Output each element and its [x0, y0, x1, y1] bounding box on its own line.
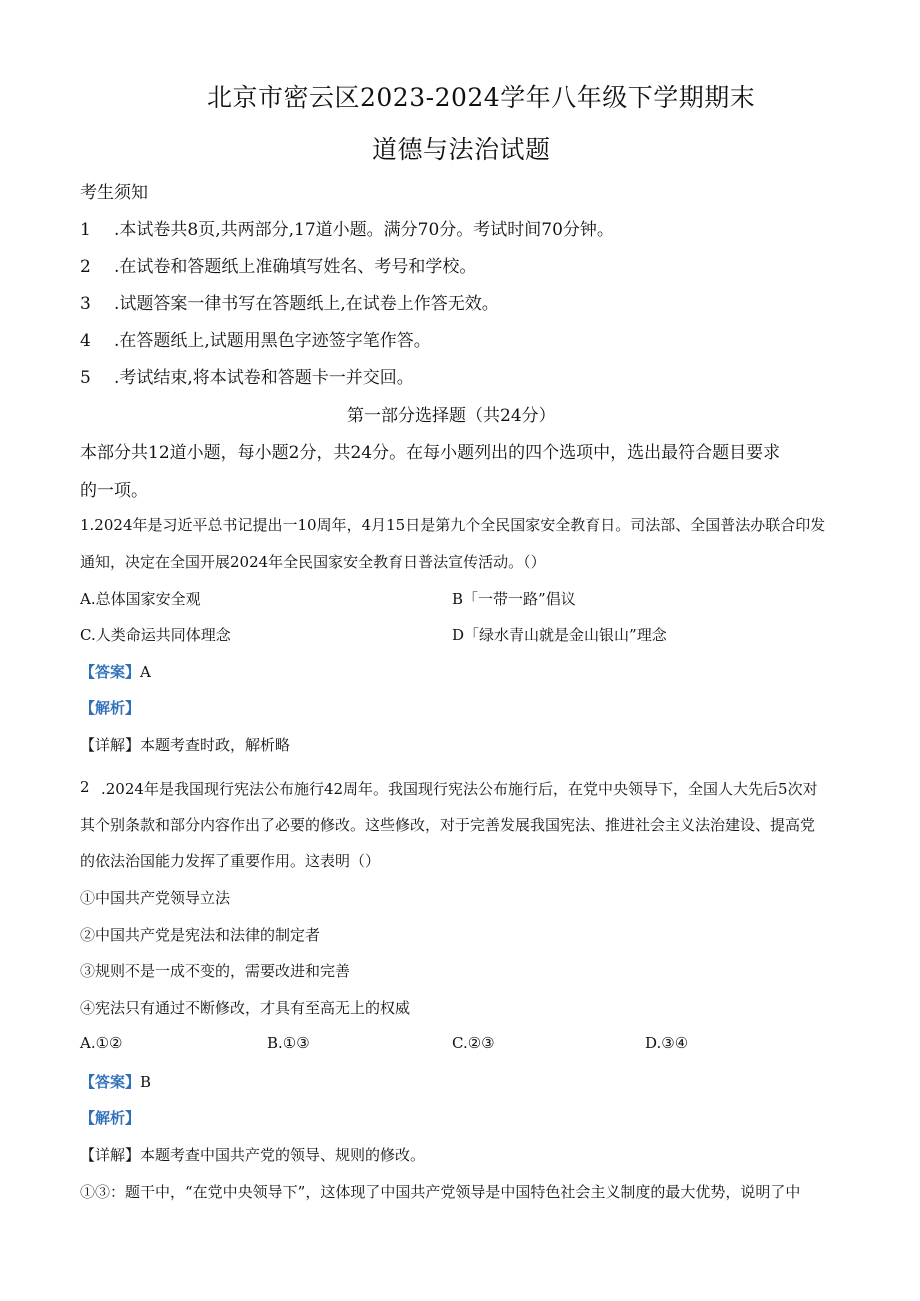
question-2-stem-line: 其个别条款和部分内容作出了必要的修改。这些修改，对于完善发展我国宪法、推进社会主义法治建设、提高党	[80, 816, 816, 834]
notice-item-text: .本试卷共8页,共两部分,17道小题。满分70分。考试时间70分钟。	[114, 220, 614, 240]
answer-value: B	[140, 1073, 152, 1091]
question-1-stem-line: 1.2024年是习近平总书记提出一10周年，4月15日是第九个全民国家安全教育日。司法部、全国普法办联合印发	[80, 516, 826, 534]
question-2-number: 2	[80, 778, 90, 796]
notice-item-text: .在试卷和答题纸上准确填写姓名、考号和学校。	[114, 257, 477, 277]
detail-text: 本题考查中国共产党的领导、规则的修改。	[140, 1146, 426, 1164]
question-2-statement: ①中国共产党领导立法	[80, 889, 231, 907]
section-heading: 第一部分选择题（共24分）	[347, 406, 556, 426]
question-2-statement: ④宪法只有通过不断修改，才具有至高无上的权威	[80, 999, 411, 1017]
notice-item-number: 2	[80, 257, 91, 277]
question-1-answer	[80, 661, 151, 682]
notice-item-number: 1	[80, 220, 91, 240]
answer-value: A	[140, 663, 151, 681]
question-2-option-a: A.①②	[80, 1034, 123, 1052]
detail-label: 【详解】	[80, 736, 141, 754]
notice-item	[80, 326, 431, 351]
notice-item	[80, 363, 414, 388]
question-2-analysis-label: 【解析】	[80, 1109, 141, 1127]
notice-item	[80, 252, 476, 277]
question-1-option-d: D「绿水青山就是金山银山”理念	[452, 626, 667, 644]
page-title: 北京市密云区2023-2024学年八年级下学期期末	[207, 83, 756, 112]
question-2-explanation-line: ①③：题干中，“在党中央领导下”，这体现了中国共产党领导是中国特色社会主义制度的最大优势，说明了中	[80, 1183, 801, 1201]
question-2-option-c: C.②③	[452, 1034, 495, 1052]
notice-item	[80, 215, 614, 240]
question-1-analysis-label: 【解析】	[80, 699, 141, 717]
notice-item-text: .在答题纸上,试题用黑色字迹签字笔作答。	[114, 331, 431, 351]
notice-item-number: 3	[80, 294, 91, 314]
question-2-stem-line: 的依法治国能力发挥了重要作用。这表明（）	[80, 852, 381, 870]
question-2-detail	[80, 1144, 425, 1165]
question-1-option-b: B「一带一路”倡议	[452, 590, 576, 608]
question-1-option-a: A.总体国家安全观	[80, 590, 201, 608]
section-intro-line: 本部分共12道小题，每小题2分，共24分。在每小题列出的四个选项中，选出最符合题目要求	[80, 443, 781, 463]
notice-item-number: 5	[80, 368, 91, 388]
question-1-option-c: C.人类命运共同体理念	[80, 626, 231, 644]
notice-heading: 考生须知	[80, 183, 148, 203]
question-1-stem-line: 通知，决定在全国开展2024年全民国家安全教育日普法宣传活动。（）	[80, 553, 546, 571]
question-2-answer	[80, 1071, 151, 1092]
question-2-stem-line: .2024年是我国现行宪法公布施行42周年。我国现行宪法公布施行后，在党中央领导下，全国人大先后5次对	[101, 780, 818, 798]
notice-item	[80, 289, 499, 314]
detail-label: 【详解】	[80, 1146, 141, 1164]
notice-item-number: 4	[80, 331, 91, 351]
question-1-detail	[80, 734, 290, 755]
page-subtitle: 道德与法治试题	[372, 135, 551, 164]
section-intro-line: 的一项。	[80, 481, 148, 501]
notice-item-text: .试题答案一律书写在答题纸上,在试卷上作答无效。	[114, 294, 499, 314]
notice-item-text: .考试结束,将本试卷和答题卡一并交回。	[114, 368, 414, 388]
answer-label: 【答案】	[80, 663, 141, 681]
question-2-statement: ②中国共产党是宪法和法律的制定者	[80, 926, 321, 944]
detail-text: 本题考查时政，解析略	[140, 736, 291, 754]
question-2-option-b: B.①③	[267, 1034, 310, 1052]
question-2-statement: ③规则不是一成不变的，需要改进和完善	[80, 962, 351, 980]
question-2-option-d: D.③④	[645, 1034, 689, 1052]
answer-label: 【答案】	[80, 1073, 141, 1091]
